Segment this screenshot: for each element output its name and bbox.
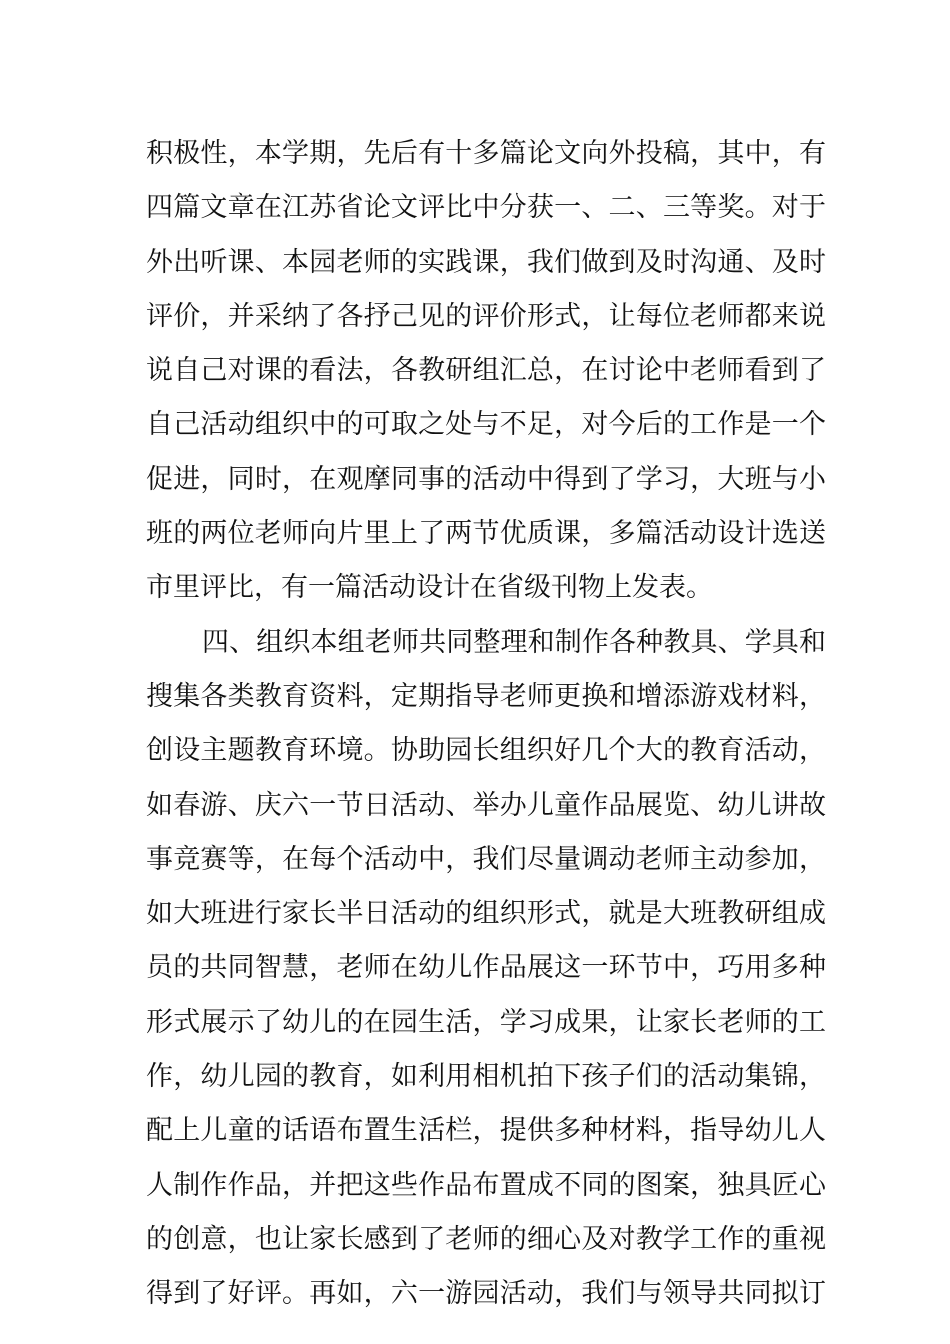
text-line: 评价，并采纳了各抒己见的评价形式，让每位老师都来说 xyxy=(146,300,826,332)
text-line: 得到了好评。再如，六一游园活动，我们与领导共同拟订 xyxy=(146,1278,826,1310)
text-line: 外出听课、本园老师的实践课，我们做到及时沟通、及时 xyxy=(146,246,826,278)
text-line: 班的两位老师向片里上了两节优质课，多篇活动设计选送 xyxy=(146,518,826,550)
text-line: 如大班进行家长半日活动的组织形式，就是大班教研组成 xyxy=(146,898,826,930)
text-line: 促进，同时，在观摩同事的活动中得到了学习，大班与小 xyxy=(146,463,826,495)
text-line: 的创意，也让家长感到了老师的细心及对教学工作的重视 xyxy=(146,1223,826,1255)
text-line: 四篇文章在江苏省论文评比中分获一、二、三等奖。对于 xyxy=(146,192,826,224)
text-line: 创设主题教育环境。协助园长组织好几个大的教育活动， xyxy=(146,735,826,767)
paragraph-start-line: 四、组织本组老师共同整理和制作各种教具、学具和 xyxy=(202,626,826,658)
text-line: 自己活动组织中的可取之处与不足，对今后的工作是一个 xyxy=(146,409,826,441)
text-line: 说自己对课的看法，各教研组汇总，在讨论中老师看到了 xyxy=(146,355,826,387)
text-line: 人制作作品，并把这些作品布置成不同的图案，独具匠心 xyxy=(146,1169,826,1201)
text-line: 形式展示了幼儿的在园生活，学习成果，让家长老师的工 xyxy=(146,1006,826,1038)
text-line: 搜集各类教育资料，定期指导老师更换和增添游戏材料， xyxy=(146,680,826,712)
text-line: 员的共同智慧，老师在幼儿作品展这一环节中，巧用多种 xyxy=(146,952,826,984)
paragraph-end-line: 市里评比，有一篇活动设计在省级刊物上发表。 xyxy=(146,572,713,604)
body-text xyxy=(146,127,826,1322)
text-line: 事竞赛等，在每个活动中，我们尽量调动老师主动参加， xyxy=(146,843,826,875)
text-line: 作，幼儿园的教育，如利用相机拍下孩子们的活动集锦， xyxy=(146,1061,826,1093)
text-line: 配上儿童的话语布置生活栏，提供多种材料，指导幼儿人 xyxy=(146,1115,826,1147)
text-line: 如春游、庆六一节日活动、举办儿童作品展览、幼儿讲故 xyxy=(146,789,826,821)
text-line: 积极性，本学期，先后有十多篇论文向外投稿，其中，有 xyxy=(146,138,826,169)
